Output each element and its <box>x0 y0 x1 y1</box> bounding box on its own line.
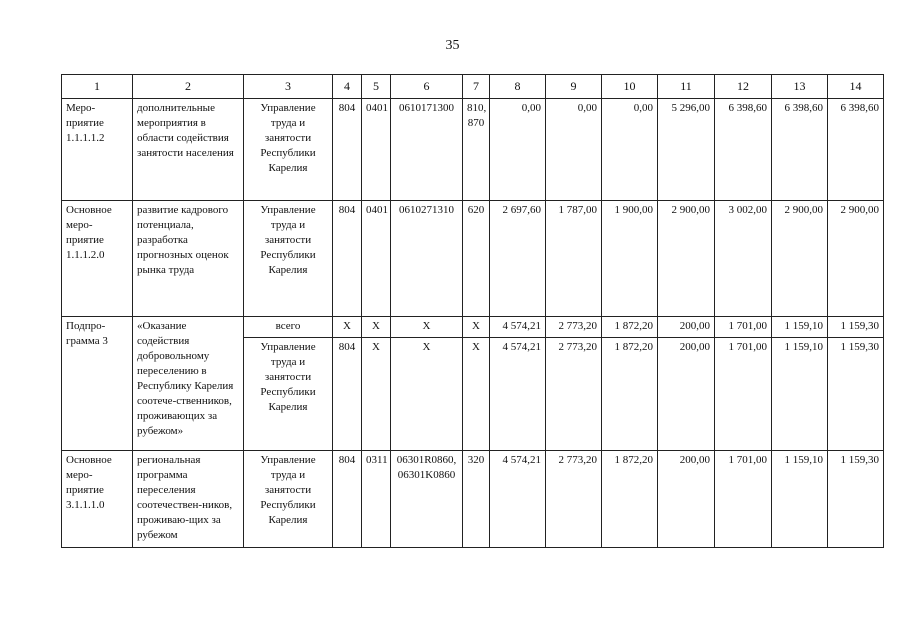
cell-amount: 2 900,00 <box>828 201 884 317</box>
cell-amount: 2 773,20 <box>546 451 602 548</box>
cell-code: X <box>391 338 463 451</box>
responsible-executor: Управление труда и занятости Республики Карелия <box>244 338 333 451</box>
column-header: 12 <box>715 75 772 99</box>
cell-amount: 6 398,60 <box>828 99 884 201</box>
cell-amount: 200,00 <box>658 317 715 338</box>
cell-amount: 0,00 <box>546 99 602 201</box>
cell-amount: 4 574,21 <box>490 451 546 548</box>
cell-code: 804 <box>333 99 362 201</box>
cell-amount: 1 787,00 <box>546 201 602 317</box>
column-header: 6 <box>391 75 463 99</box>
cell-code: 320 <box>463 451 490 548</box>
column-header: 14 <box>828 75 884 99</box>
column-header: 10 <box>602 75 658 99</box>
cell-code: 06301R0860, 06301K0860 <box>391 451 463 548</box>
measure-name: Подпро-грамма 3 <box>62 317 133 451</box>
column-header: 7 <box>463 75 490 99</box>
cell-code: 0610271310 <box>391 201 463 317</box>
column-header: 1 <box>62 75 133 99</box>
cell-code: 0401 <box>362 201 391 317</box>
cell-amount: 3 002,00 <box>715 201 772 317</box>
cell-amount: 0,00 <box>602 99 658 201</box>
cell-code: X <box>463 338 490 451</box>
cell-code: 0401 <box>362 99 391 201</box>
measure-name: Меро-приятие 1.1.1.1.2 <box>62 99 133 201</box>
cell-amount: 1 159,10 <box>772 451 828 548</box>
cell-code: 804 <box>333 338 362 451</box>
cell-amount: 2 900,00 <box>772 201 828 317</box>
table-row <box>62 201 884 317</box>
measure-description: региональная программа переселения соотечествен-ников, проживаю-щих за рубежом <box>133 451 244 548</box>
table-row <box>62 99 884 201</box>
measure-name: Основное меро-приятие 3.1.1.1.0 <box>62 451 133 548</box>
cell-amount: 200,00 <box>658 338 715 451</box>
cell-amount: 1 701,00 <box>715 317 772 338</box>
column-header: 4 <box>333 75 362 99</box>
cell-code: 804 <box>333 201 362 317</box>
column-header: 9 <box>546 75 602 99</box>
table-row <box>62 317 884 338</box>
cell-amount: 1 900,00 <box>602 201 658 317</box>
cell-code: X <box>333 317 362 338</box>
table-row <box>62 451 884 548</box>
measure-name: Основное меро-приятие 1.1.1.2.0 <box>62 201 133 317</box>
measure-description: развитие кадрового потенциала, разработка прогнозных оценок рынка труда <box>133 201 244 317</box>
cell-amount: 2 900,00 <box>658 201 715 317</box>
cell-amount: 1 159,30 <box>828 338 884 451</box>
responsible-executor: Управление труда и занятости Республики Карелия <box>244 201 333 317</box>
responsible-executor: Управление труда и занятости Республики Карелия <box>244 99 333 201</box>
page-number: 35 <box>445 38 460 53</box>
column-header: 13 <box>772 75 828 99</box>
responsible-executor: всего <box>244 317 333 338</box>
column-header: 2 <box>133 75 244 99</box>
column-header: 8 <box>490 75 546 99</box>
cell-amount: 1 872,20 <box>602 317 658 338</box>
column-header: 5 <box>362 75 391 99</box>
cell-amount: 2 773,20 <box>546 317 602 338</box>
cell-amount: 1 872,20 <box>602 338 658 451</box>
cell-amount: 1 701,00 <box>715 338 772 451</box>
budget-table <box>61 74 884 548</box>
cell-code: X <box>362 317 391 338</box>
cell-amount: 200,00 <box>658 451 715 548</box>
cell-amount: 6 398,60 <box>715 99 772 201</box>
responsible-executor: Управление труда и занятости Республики Карелия <box>244 451 333 548</box>
cell-code: 0311 <box>362 451 391 548</box>
cell-amount: 1 159,30 <box>828 451 884 548</box>
cell-code: 620 <box>463 201 490 317</box>
cell-amount: 2 697,60 <box>490 201 546 317</box>
cell-amount: 1 872,20 <box>602 451 658 548</box>
cell-amount: 1 159,30 <box>828 317 884 338</box>
cell-amount: 1 701,00 <box>715 451 772 548</box>
cell-amount: 0,00 <box>490 99 546 201</box>
cell-code: X <box>362 338 391 451</box>
cell-code: 810, 870 <box>463 99 490 201</box>
column-header: 3 <box>244 75 333 99</box>
table-header-row <box>62 75 884 99</box>
cell-code: X <box>391 317 463 338</box>
column-header: 11 <box>658 75 715 99</box>
measure-description: дополнительные мероприятия в области содействия занятости населения <box>133 99 244 201</box>
cell-amount: 5 296,00 <box>658 99 715 201</box>
cell-amount: 6 398,60 <box>772 99 828 201</box>
cell-code: 804 <box>333 451 362 548</box>
measure-description: «Оказание содействия добровольному переселению в Республику Карелия соотече-ственников, проживающих за рубежом» <box>133 317 244 451</box>
cell-code: X <box>463 317 490 338</box>
cell-amount: 4 574,21 <box>490 317 546 338</box>
cell-amount: 1 159,10 <box>772 317 828 338</box>
cell-amount: 1 159,10 <box>772 338 828 451</box>
cell-amount: 2 773,20 <box>546 338 602 451</box>
cell-amount: 4 574,21 <box>490 338 546 451</box>
cell-code: 0610171300 <box>391 99 463 201</box>
